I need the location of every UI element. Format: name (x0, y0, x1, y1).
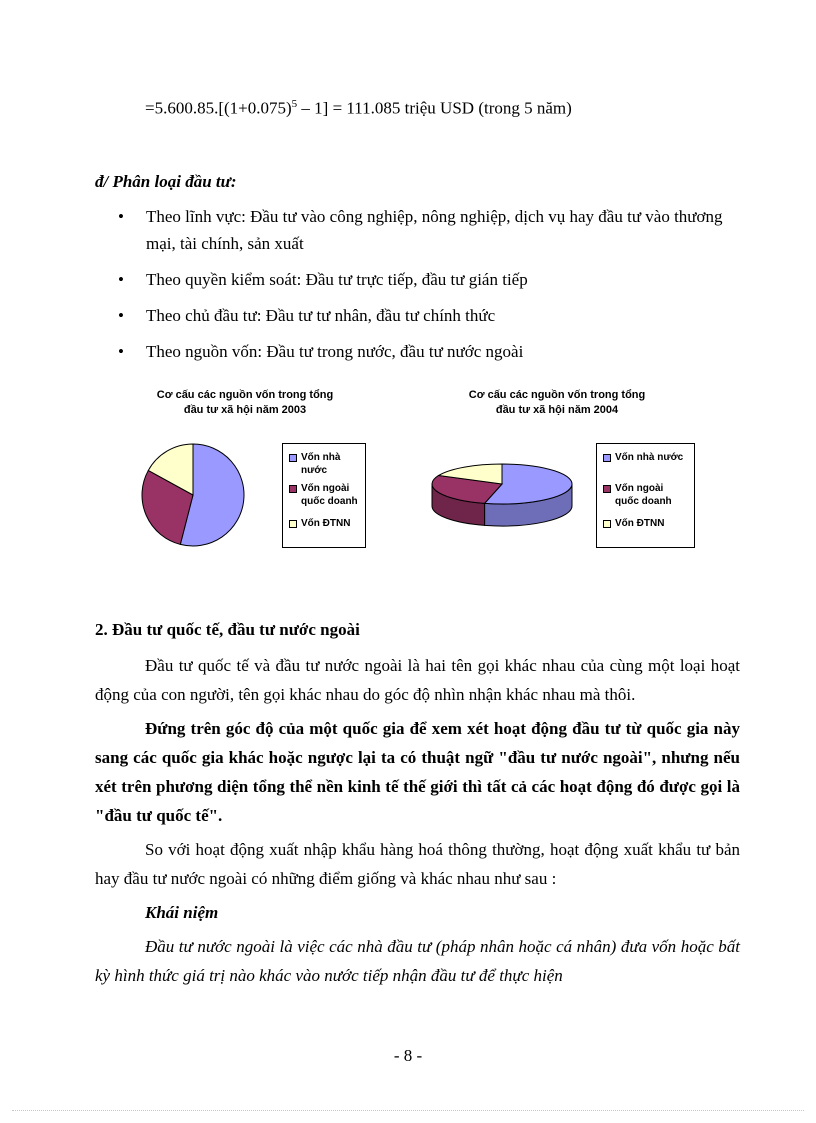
legend-label: Vốn ngoài quốc doanh (301, 483, 358, 507)
subheading: Khái niệm (145, 903, 219, 922)
paragraph-italic: Đầu tư nước ngoài là việc các nhà đầu tư (pháp nhân hoặc cá nhân) đưa vốn hoặc bất kỳ hình thức giá trị nào khác vào nước tiếp nhận đầu tư để thực hiện (95, 937, 740, 985)
list-item-text: Theo quyền kiểm soát: Đầu tư trực tiếp, đầu tư gián tiếp (146, 270, 528, 289)
classification-list (118, 203, 748, 374)
chart-2004-title (432, 388, 682, 418)
list-item (118, 203, 748, 257)
formula-exponent: 5 (291, 98, 298, 110)
bullet-icon: • (118, 306, 124, 325)
list-item-text: Theo nguồn vốn: Đầu tư trong nước, đầu tư nước ngoài (146, 342, 524, 361)
chart-title-line: đầu tư xã hội năm 2004 (495, 404, 619, 416)
pie-chart-2003 (138, 440, 253, 550)
paragraph: So với hoạt động xuất nhập khẩu hàng hoá thông thường, hoạt động xuất khẩu tư bản hay đầu tư nước ngoài có những điểm giống và khác nhau như sau : (95, 840, 740, 888)
legend-entry (603, 482, 672, 508)
legend-label: Vốn ngoài quốc doanh (615, 483, 672, 507)
formula-suffix: – 1] = 111.085 triệu USD (trong 5 năm) (297, 98, 572, 118)
list-item-text: Theo lĩnh vực: Đầu tư vào công nghiệp, nông nghiệp, dịch vụ hay đầu tư vào thương mại, tài chính, sản xuất (146, 207, 723, 253)
legend-entry (289, 517, 350, 530)
bullet-icon: • (118, 270, 124, 289)
legend-label: Vốn ĐTNN (301, 518, 351, 529)
bullet-icon: • (118, 342, 124, 361)
section-2-body (95, 651, 740, 990)
list-item (118, 302, 748, 329)
section-2-heading: 2. Đầu tư quốc tế, đầu tư nước ngoài (95, 620, 360, 639)
chart-2003-legend (282, 443, 366, 548)
page-number: - 8 - (393, 1046, 423, 1065)
legend-label: Vốn nhà nước (615, 452, 684, 463)
legend-swatch (603, 520, 611, 528)
formula-prefix: =5.600.85.[(1+0.075) (145, 98, 292, 118)
list-item-text: Theo chủ đầu tư: Đầu tư tư nhân, đầu tư chính thức (146, 306, 496, 325)
legend-entry (603, 517, 664, 530)
chart-title-line: Cơ cấu các nguồn vốn trong tổng (468, 389, 646, 401)
legend-entry (603, 451, 683, 464)
paragraph: Đầu tư quốc tế và đầu tư nước ngoài là hai tên gọi khác nhau của cùng một loại hoạt động của con người, tên gọi khác nhau do góc độ nhìn nhận khác nhau mà thôi. (95, 656, 740, 704)
chart-title-line: đầu tư xã hội năm 2003 (183, 404, 307, 416)
list-item (118, 338, 748, 365)
legend-swatch (289, 454, 297, 462)
chart-title-line: Cơ cấu các nguồn vốn trong tổng (156, 389, 334, 401)
chart-2004-legend (596, 443, 695, 548)
paragraph-bold: Đứng trên góc độ của một quốc gia để xem xét hoạt động đầu tư từ quốc gia này sang các quốc gia khác hoặc ngược lại ta có thuật ngữ "đầu tư nước ngoài", nhưng nếu xét trên phương diện tổng thể nền kinh tế thế giới thì tất cả các hoạt động đó được gọi là "đầu tư quốc tế". (95, 719, 740, 825)
legend-entry (289, 451, 365, 477)
legend-swatch (603, 454, 611, 462)
pie-chart-2004 (428, 458, 578, 530)
section-d-title: đ/ Phân loại đầu tư: (95, 172, 237, 191)
chart-2003-title (120, 388, 370, 418)
legend-swatch (289, 520, 297, 528)
legend-swatch (289, 485, 297, 493)
legend-label: Vốn ĐTNN (615, 518, 665, 529)
legend-entry (289, 482, 358, 508)
footer-divider (12, 1110, 804, 1111)
bullet-icon: • (118, 207, 124, 226)
formula-line (145, 98, 572, 119)
legend-swatch (603, 485, 611, 493)
legend-label: Vốn nhà nước (301, 452, 341, 476)
list-item (118, 266, 748, 293)
